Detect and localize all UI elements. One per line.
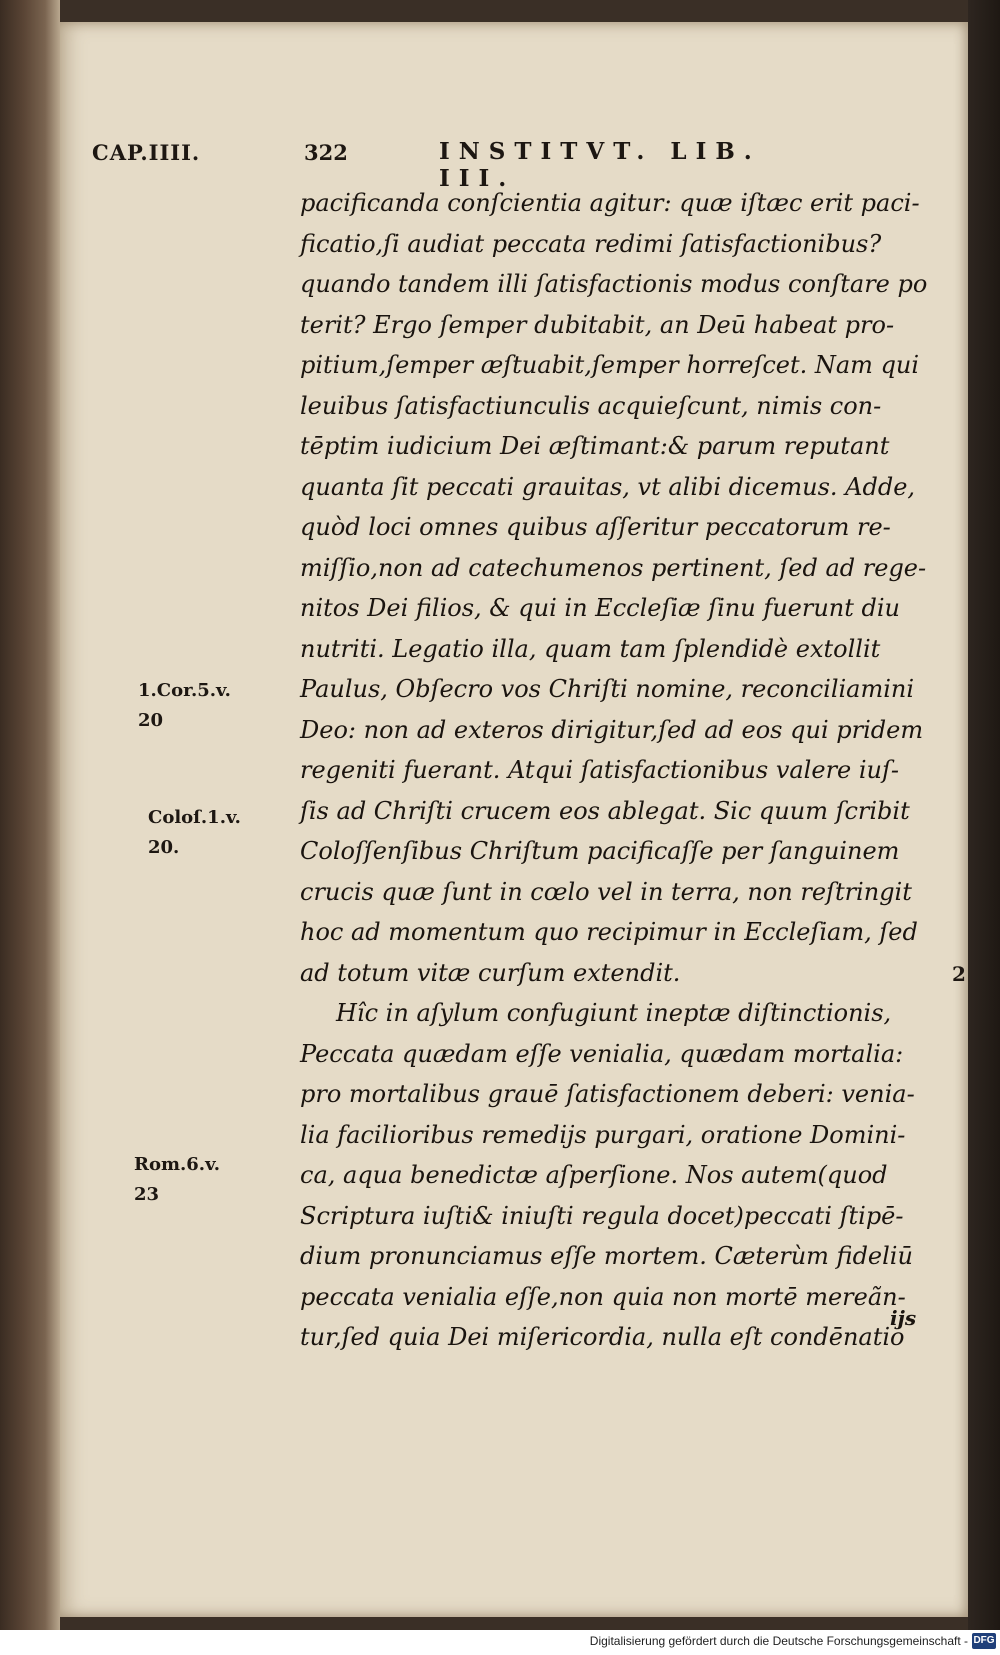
text-line: nutriti. Legatio illa, quam tam ſplendidè extollit	[300, 634, 881, 663]
text-line: pro mortalibus grauē ſatisfactionem deberi: venia-	[300, 1080, 915, 1108]
text-line: tur,ſed quia Dei miſericordia, nulla eſt condēnatio	[300, 1323, 905, 1351]
book-right-edge	[968, 0, 1000, 1630]
text-line: Scriptura iuſti& iniuſti regula docet)peccati ſtipē-	[300, 1201, 904, 1230]
text-line: hoc ad momentum quo recipimur in Eccleſiam, ſed	[300, 918, 918, 946]
text-line: nitos Dei filios, & qui in Eccleſiæ ſinu fuerunt diu	[300, 594, 901, 622]
dfg-logo: DFG	[972, 1633, 996, 1649]
text-line: leuibus ſatisfactiunculis acquieſcunt, nimis con-	[300, 391, 882, 420]
footer-bar	[0, 1630, 1000, 1655]
margin-note-colos: Coloſ.1.v. 20.	[148, 807, 241, 858]
text-line: pacificanda conſcientia agitur: quæ iſtæc erit paci-	[300, 189, 920, 217]
text-line: Deo: non ad exteros dirigitur,ſed ad eos qui pridem	[300, 715, 924, 744]
text-line: Paulus, Obſecro vos Chriſti nomine, reconciliamini	[300, 675, 915, 703]
text-line: terit? Ergo ſemper dubitabit, an Deū habeat pro-	[300, 310, 895, 339]
text-line: Peccata quædam eſſe venialia, quædam mortalia:	[300, 1039, 904, 1068]
page-number: 322	[304, 140, 348, 165]
text-line: ca, aqua benedictæ aſperſione. Nos autem(quod	[300, 1161, 888, 1189]
margin-note-rom: Rom.6.v. 23	[134, 1154, 220, 1205]
text-line: peccata venialia eſſe,non quia non mortē mereãn-	[300, 1282, 906, 1311]
text-line: quòd loci omnes quibus aſſeritur peccatorum re-	[300, 513, 891, 541]
margin-note-cor: 1.Cor.5.v. 20	[138, 680, 231, 731]
book-spine-edge	[0, 0, 60, 1630]
footer-credit: Digitalisierung gefördert durch die Deutsche Forschungsgemeinschaft -	[589, 1634, 968, 1648]
text-line: ad totum vitæ curſum extendit.	[300, 958, 681, 987]
text-line: dium pronunciamus eſſe mortem. Cæterùm fideliū	[300, 1242, 913, 1270]
paragraph-first-line: Hîc in aſylum confugiunt ineptæ diſtinctionis,	[336, 999, 892, 1027]
text-line: quanta ſit peccati grauitas, vt alibi dicemus. Adde,	[300, 472, 916, 501]
text-line: Coloſſenſibus Chriſtum pacificaſſe per ſanguinem	[300, 837, 900, 865]
text-line: ſis ad Chriſti crucem eos ablegat. Sic quum ſcribit	[300, 796, 910, 825]
text-line: lia facilioribus remedijs purgari, oratione Domini-	[300, 1120, 906, 1149]
text-line: miſſio,non ad catechumenos pertinent, ſed ad rege-	[300, 553, 927, 582]
catchword: ijs	[890, 1306, 917, 1330]
chapter-label: CAP.IIII.	[92, 140, 201, 165]
text-line: quando tandem illi ſatisfactionis modus conſtare po	[300, 270, 928, 298]
text-line: crucis quæ ſunt in cœlo vel in terra, non reſtringit	[300, 877, 912, 906]
text-line: tēptim iudicium Dei æſtimant:& parum reputant	[300, 432, 890, 460]
section-number: 2	[952, 962, 966, 986]
text-line: pitium,ſemper æſtuabit,ſemper horreſcet. Nam qui	[300, 351, 920, 379]
book-title: INSTITVT. LIB. III.	[439, 138, 761, 192]
body-text	[300, 183, 968, 1358]
text-line: ficatio,ſi audiat peccata redimi ſatisfactionibus?	[300, 229, 882, 258]
running-head	[92, 136, 852, 192]
text-line: regeniti fuerant. Atqui ſatisfactionibus valere iuſ-	[300, 756, 899, 784]
